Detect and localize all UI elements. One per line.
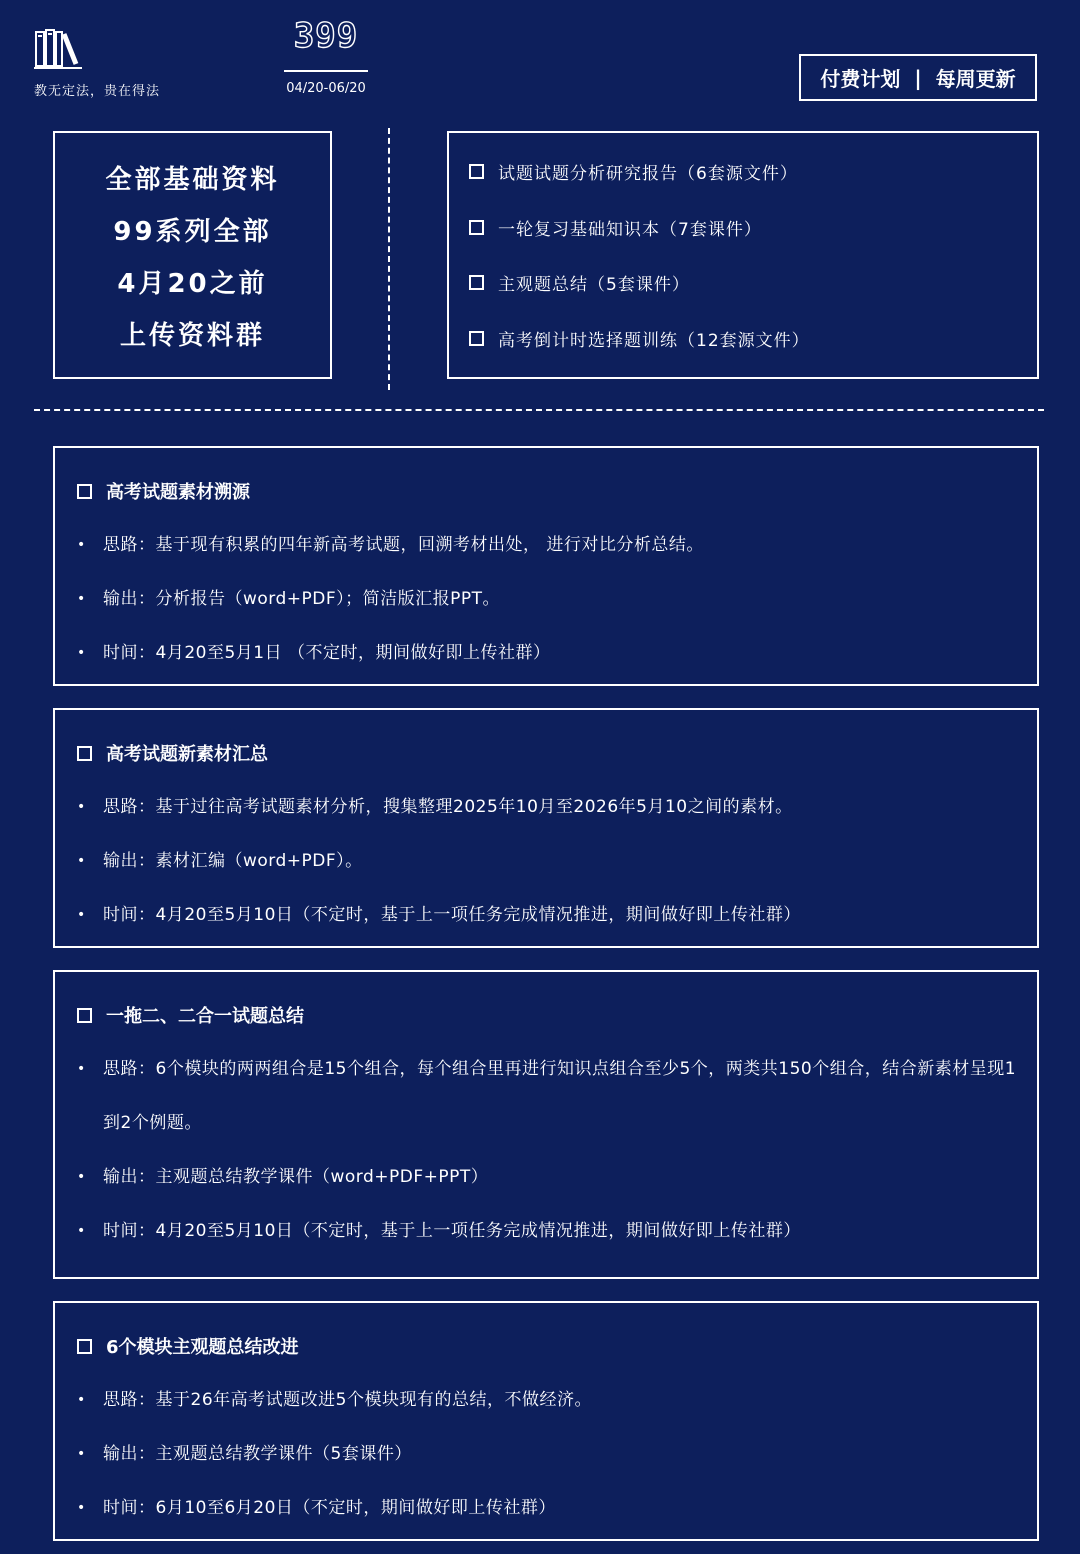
bullet-icon: • <box>77 1169 86 1185</box>
books-icon <box>34 26 84 72</box>
resource-item-label: 高考倒计时选择题训练（12套源文件） <box>498 330 810 351</box>
checkbox-icon <box>469 331 484 346</box>
list-item: • 时间：4月20至5月10日（不定时，基于上一项任务完成情况推进，期间做好即上传社群） <box>77 888 1019 942</box>
section-title: 高考试题新素材汇总 <box>77 726 1019 780</box>
checkbox-icon <box>77 1008 92 1023</box>
date-range: 04/20-06/20 <box>286 81 366 96</box>
list-item: • 输出：素材汇编（word+PDF）。 <box>77 834 1019 888</box>
bullet-icon: • <box>77 1223 86 1239</box>
resource-item <box>469 270 1017 295</box>
section-subjective-improvement <box>53 1301 1039 1541</box>
list-item: • 输出：主观题总结教学课件（word+PDF+PPT） <box>77 1150 1019 1204</box>
resource-item <box>469 215 1017 240</box>
section-title: 一拖二、二合一试题总结 <box>77 988 1019 1042</box>
bullet-icon: • <box>77 799 86 815</box>
bullet-icon: • <box>77 591 86 607</box>
resource-item-label: 主观题总结（5套课件） <box>498 275 690 296</box>
section-material-tracing <box>53 446 1039 686</box>
list-item: • 时间：4月20至5月1日 （不定时，期间做好即上传社群） <box>77 626 1019 680</box>
resource-list-box <box>447 131 1039 379</box>
list-item: • 思路：基于26年高考试题改进5个模块现有的总结，不做经济。 <box>77 1373 1019 1427</box>
checkbox-icon <box>77 746 92 761</box>
update-label: 每周更新 <box>935 67 1016 91</box>
bullet-icon: • <box>77 907 86 923</box>
bullet-icon: • <box>77 853 86 869</box>
list-item: • 输出：主观题总结教学课件（5套课件） <box>77 1427 1019 1481</box>
bullet-icon: • <box>77 1446 86 1462</box>
resource-item <box>469 326 1017 351</box>
price-divider <box>284 70 368 72</box>
section-title: 高考试题素材溯源 <box>77 464 1019 518</box>
plan-banner <box>799 54 1037 101</box>
list-item: • 思路：基于过往高考试题素材分析，搜集整理2025年10月至2026年5月10之间的素材。 <box>77 780 1019 834</box>
section-title: 6个模块主观题总结改进 <box>77 1319 1019 1373</box>
section-new-materials <box>53 708 1039 948</box>
bullet-icon: • <box>77 645 86 661</box>
horizontal-divider <box>34 409 1044 411</box>
list-item: • 输出：分析报告（word+PDF）；简洁版汇报PPT。 <box>77 572 1019 626</box>
base-materials-line: 上传资料群 <box>119 320 265 351</box>
base-materials-line: 99系列全部 <box>113 216 272 247</box>
bullet-icon: • <box>77 1392 86 1408</box>
checkbox-icon <box>77 484 92 499</box>
checkbox-icon <box>469 275 484 290</box>
list-item: • 时间：6月10至6月20日（不定时，期间做好即上传社群） <box>77 1481 1019 1535</box>
price: 399 <box>293 16 359 56</box>
checkbox-icon <box>469 164 484 179</box>
resource-item-label: 一轮复习基础知识本（7套课件） <box>498 219 762 240</box>
list-item: • 思路：6个模块的两两组合是15个组合，每个组合里再进行知识点组合至少5个，两类共150个组合，结合新素材呈现1到2个例题。 <box>77 1042 1019 1150</box>
list-item: • 时间：4月20至5月10日（不定时，基于上一项任务完成情况推进，期间做好即上传社群） <box>77 1204 1019 1258</box>
resource-item-label: 试题试题分析研究报告（6套源文件） <box>498 164 798 184</box>
plan-label: 付费计划 <box>820 67 901 91</box>
checkbox-icon <box>77 1339 92 1354</box>
slogan: 教无定法，贵在得法 <box>34 84 161 99</box>
plan-separator: | <box>914 65 922 90</box>
bullet-icon: • <box>77 1061 86 1077</box>
base-materials-line: 全部基础资料 <box>105 164 280 195</box>
section-combination-summary <box>53 970 1039 1279</box>
checkbox-icon <box>469 220 484 235</box>
resource-item <box>469 159 1017 184</box>
vertical-divider <box>388 128 390 390</box>
base-materials-box <box>53 131 332 379</box>
bullet-icon: • <box>77 1500 86 1516</box>
list-item: • 思路：基于现有积累的四年新高考试题，回溯考材出处， 进行对比分析总结。 <box>77 518 1019 572</box>
base-materials-line: 4月20之前 <box>117 268 268 299</box>
bullet-icon: • <box>77 537 86 553</box>
